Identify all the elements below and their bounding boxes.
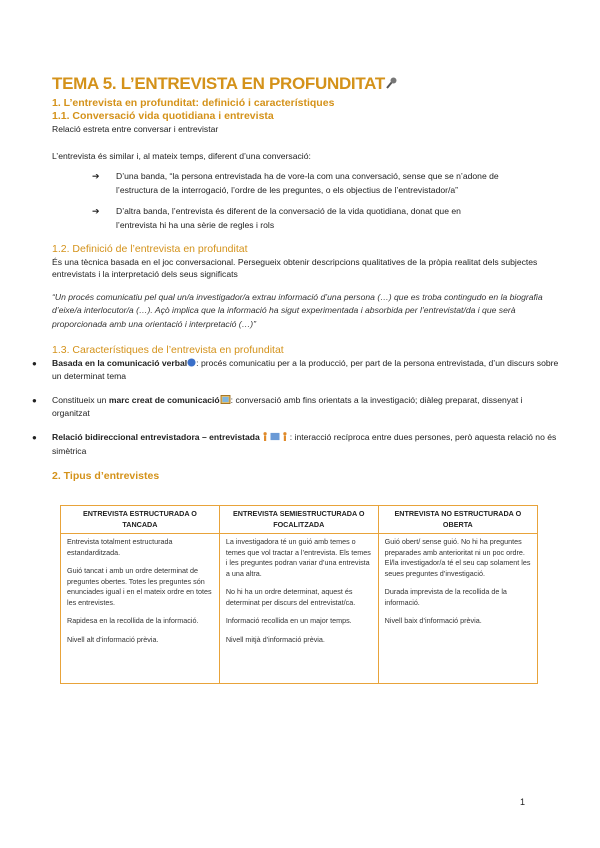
- bullet-icon: ●: [32, 358, 37, 368]
- cell-paragraph: Durada imprevista de la recollida de la informació.: [384, 587, 507, 607]
- cell-paragraph: Nivell alt d’informació prèvia.: [67, 634, 159, 644]
- bullet-text: : procés comunicatiu per a la producció, per part de la persona entrevistada, d’un discurs sobre un determinat tema: [52, 357, 559, 382]
- subsection-1-1-heading: 1.1. Conversació vida quotidiana i entrevista: [52, 110, 274, 122]
- table-cell-semistructured: [219, 534, 378, 684]
- cell-paragraph: Guió tancat i amb un ordre determinat de preguntes obertes. Totes les preguntes són enunciades igual i en el mateix ordre en totes les entrevistes.: [67, 566, 212, 607]
- section-1-heading: 1. L’entrevista en profunditat: definició i característiques: [52, 97, 335, 109]
- picture-frame-icon: [220, 395, 231, 404]
- arrow-icon: ➔: [92, 206, 100, 217]
- table-header-unstructured: ENTREVISTA NO ESTRUCTURADA O OBERTA: [378, 506, 537, 534]
- speech-head-icon: [187, 358, 196, 367]
- table-row: [61, 534, 538, 684]
- cell-paragraph: Rapidesa en la recollida de la informació.: [67, 616, 199, 625]
- arrow-item: [0, 205, 560, 232]
- bullet-bold-text: Relació bidireccional entrevistadora – entrevistada: [52, 431, 260, 442]
- cell-paragraph: Informació recollida en un major temps.: [225, 616, 352, 625]
- list-item: [32, 431, 562, 458]
- bullet-text: : conversació amb fins orientats a la investigació; diàleg preparat, dissenyat i organitzat: [52, 394, 523, 419]
- subsection-1-2-text: És una tècnica basada en el joc conversacional. Persegueix obtenir descripcions qualitatives de la pròpia realitat dels subjectes entrevistats i la interpretació dels seus significats: [52, 256, 538, 280]
- cell-paragraph: La investigadora té un guió amb temes o temes que vol tractar a l’entrevista. Els temes i les preguntes podran variar d’una entrevista a una altra.: [225, 537, 371, 578]
- arrow-item-text: D’una banda, “la persona entrevistada ha de vore-la com una conversació, sense que se n’adone de l’estructura de la interrogació, l’ordre de les preguntes, o els objectius de l’entrevistador/a”: [116, 171, 499, 195]
- section-2-heading: 2. Tipus d’entrevistes: [52, 470, 160, 483]
- microphone-icon: [385, 76, 397, 90]
- list-item: [32, 394, 562, 421]
- arrow-icon: ➔: [92, 171, 100, 182]
- bullet-pre-text: Constitueix un: [52, 394, 109, 405]
- two-people-arrows-icon: [260, 432, 290, 441]
- table-cell-structured: [61, 534, 220, 684]
- table-cell-unstructured: [378, 534, 537, 684]
- page-number: 1: [520, 797, 526, 807]
- arrow-item: [0, 170, 560, 197]
- definition-quote: “Un procés comunicatiu pel qual un/a investigador/a extrau informació d’una persona (…) que es troba contingudo en la biografia d’eixe/a interlocutor/a (…). Açò implica que la informació ha sigut experimentada i absorbida per l’entrevistat/da i que serà proporcionada amb una orientació i interpretació (…)”: [52, 291, 543, 329]
- table-header-row: [61, 506, 538, 534]
- cell-paragraph: Entrevista totalment estructurada estandarditzada.: [67, 537, 173, 557]
- intro-paragraph: L’entrevista és similar i, al mateix temps, diferent d’una conversació:: [52, 150, 311, 161]
- subsection-1-2-heading: 1.2. Definició de l’entrevista en profunditat: [52, 242, 248, 255]
- arrow-item-text: D’altra banda, l’entrevista és diferent de la conversació de la vida quotidiana, donat que en l’entrevista hi ha una sèrie de regles i rols: [116, 206, 461, 230]
- document-title: [52, 74, 562, 94]
- cell-paragraph: Nivell baix d’informació prèvia.: [384, 616, 482, 625]
- bullet-icon: ●: [32, 395, 37, 405]
- document-page: [32, 74, 562, 483]
- table-header-structured: ENTREVISTA ESTRUCTURADA O TANCADA: [61, 506, 220, 534]
- table-header-semistructured: ENTREVISTA SEMIESTRUCTURADA O FOCALITZADA: [219, 506, 378, 534]
- title-text: TEMA 5. L’ENTREVISTA EN PROFUNDITAT: [52, 74, 385, 93]
- subsection-1-3-heading: 1.3. Característiques de l’entrevista en profunditat: [52, 343, 284, 356]
- interview-types-table: [60, 505, 538, 684]
- cell-paragraph: No hi ha un ordre determinat, aquest és determinat per discurs del entrevistat/ca.: [225, 587, 356, 607]
- bullet-bold-text: Basada en la comunicació verbal: [52, 357, 188, 368]
- bullet-bold-text: marc creat de comunicació: [108, 394, 220, 405]
- bullet-icon: ●: [32, 432, 37, 442]
- list-item: [32, 357, 562, 384]
- bullet-text: : interacció recíproca entre dues persones, però aquesta relació no és simètrica: [52, 431, 557, 456]
- subsection-1-1-text: Relació estreta entre conversar i entrevistar: [52, 124, 219, 134]
- cell-paragraph: Nivell mitjà d’informació prèvia.: [225, 634, 325, 644]
- cell-paragraph: Guió obert/ sense guió. No hi ha preguntes preparades amb anterioritat ni un poc ordre. El/la investigador/a té el seu cap solament les seues preguntes d’investigació.: [384, 537, 531, 578]
